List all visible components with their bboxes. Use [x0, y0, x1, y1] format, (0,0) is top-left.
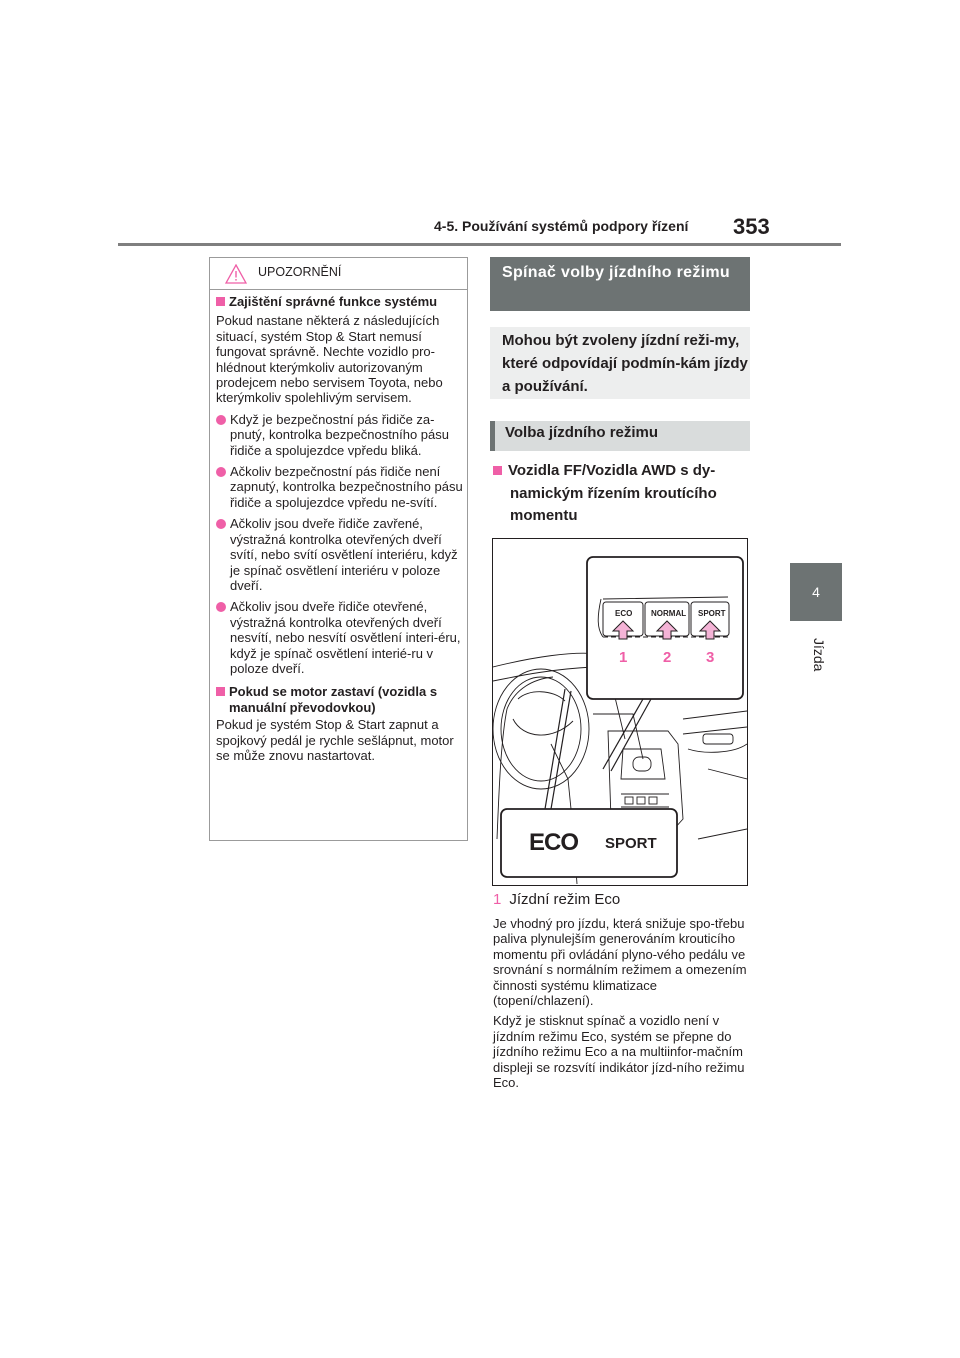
- warning-triangle-icon: [225, 264, 247, 284]
- body-paragraph: Je vhodný pro jízdu, která snižuje spo-třebu paliva plynulejším generováním krouticího momentu při ovládání plyno-vého pedálu ve srovnání s normálním režimem a omezením činnosti systému klimatizace (topení/chlazení).: [493, 916, 747, 1009]
- caption-number: 1: [493, 891, 502, 908]
- round-bullet-icon: [216, 415, 226, 425]
- sport-indicator: SPORT: [605, 835, 657, 852]
- figure-caption: [493, 891, 620, 908]
- header-rule: [118, 243, 841, 246]
- square-bullet-icon: [216, 297, 225, 306]
- round-bullet-icon: [216, 602, 226, 612]
- callout-3: 3: [706, 649, 715, 666]
- subsection-heading: Volba jízdního režimu: [490, 421, 750, 451]
- sport-button[interactable]: SPORT: [698, 609, 726, 618]
- warning-header: [210, 258, 467, 290]
- chapter-label: Jízda: [811, 638, 827, 672]
- callout-2: 2: [663, 649, 672, 666]
- section-heading: Spínač volby jízdního režimu: [490, 257, 750, 311]
- round-bullet-icon: [216, 519, 226, 529]
- warning-bullet: Ačkoliv bezpečnostní pás řidiče není zapnutý, kontrolka bezpečnostního pásu řidiče a spolujezdce vpředu ne-svítí.: [216, 464, 464, 510]
- eco-indicator: ECO: [529, 829, 579, 856]
- warning-bullet: Ačkoliv jsou dveře řidiče zavřené, výstražná kontrolka otevřených dveří svítí, nebo svítí osvětlení interiéru, když je spínač osvětlení interiéru v poloze dveří.: [216, 516, 464, 593]
- warning-paragraph: Pokud nastane některá z následujících situací, systém Stop & Start nemusí fungovat správně. Nechte vozidlo pro-hlédnout kterýmkoliv autorizovaným prodejcem nebo servisem Toyota, nebo kterýmkoliv spolehlivým servisem.: [216, 313, 443, 406]
- square-bullet-icon: [493, 466, 502, 475]
- intro-box: Mohou být zvoleny jízdní reži-my, které odpovídají podmín-kám jízdy a používání.: [490, 327, 750, 399]
- warning-label: UPOZORNĚNÍ: [258, 265, 342, 279]
- warning-paragraph: Pokud je systém Stop & Start zapnut a spojkový pedál je rychle sešlápnut, motor se může znovu nastartovat.: [216, 717, 454, 763]
- warning-subheading: Zajištění správné funkce systému: [216, 294, 464, 309]
- warning-subheading: Pokud se motor zastaví (vozidla s manuální převodovkou): [216, 684, 464, 715]
- body-paragraph: Když je stisknut spínač a vozidlo není v jízdním režimu Eco, systém se přepne do jízdního režimu Eco a na multiinfor-mačním displeji se rozsvítí indikátor jízd-ního režimu Eco.: [493, 1013, 745, 1091]
- warning-box: [209, 257, 468, 841]
- body-text: [493, 916, 751, 1095]
- warning-bullet: Ačkoliv jsou dveře řidiče otevřené, výstražná kontrolka otevřených dveří nesvítí, nebo nesvítí osvětlení interi-éru, když je spínač osvětlení interié-ru v poloze dveří.: [216, 599, 464, 676]
- eco-button[interactable]: ECO: [615, 609, 633, 618]
- warning-bullet: Když je bezpečnostní pás řidiče za-pnutý, kontrolka bezpečnostního pásu řidiče a spolujezdce vpředu bliká.: [216, 412, 464, 458]
- callout-1: 1: [619, 649, 628, 666]
- vehicle-subheading: Vozidla FF/Vozidla AWD s dy- namickým řízením kroutícího momentu: [493, 460, 748, 528]
- round-bullet-icon: [216, 467, 226, 477]
- section-title: 4-5. Používání systémů podpory řízení: [434, 218, 689, 234]
- square-bullet-icon: [216, 687, 225, 696]
- caption-text: Jízdní režim Eco: [509, 891, 621, 908]
- warning-body: [216, 294, 464, 763]
- page-number: 353: [733, 214, 770, 239]
- drive-mode-illustration: [492, 538, 748, 886]
- chapter-tab[interactable]: 4: [790, 563, 842, 621]
- normal-button[interactable]: NORMAL: [651, 609, 687, 618]
